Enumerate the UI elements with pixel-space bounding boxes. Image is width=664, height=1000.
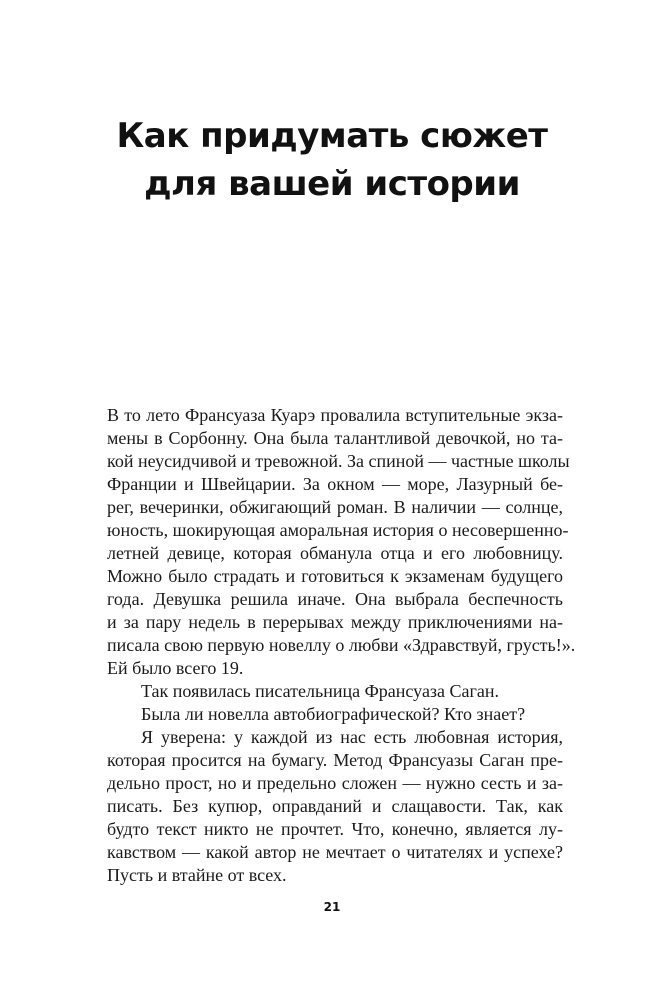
text-line: Я уверена: у каждой из нас есть любовная история,: [141, 727, 563, 747]
text-line: кавством — какой автор не мечтает о читателях и успехе?: [107, 842, 563, 862]
text-line: Пусть и втайне от всех.: [107, 865, 287, 885]
text-line: Была ли новелла автобиографической? Кто знает?: [141, 704, 526, 724]
text-line: писала свою первую новеллу о любви «Здравствуй, грусть!».: [107, 635, 576, 655]
text-line: кой неусидчивой и тревожной. За спиной — частные школы: [107, 451, 570, 471]
text-line: летней девице, которая обманула отца и его любовницу.: [107, 543, 563, 563]
text-line: мены в Сорбонну. Она была талантливой девочкой, но та-: [107, 428, 563, 448]
body-text: [107, 404, 576, 887]
text-line: Франции и Швейцарии. За окном — море, Лазурный бе-: [107, 474, 563, 494]
text-line: писать. Без купюр, оправданий и слащавости. Так, как: [107, 796, 563, 816]
text-line: будто текст никто не прочтет. Что, конечно, является лу-: [107, 819, 563, 839]
text-line: года. Девушка решила иначе. Она выбрала беспечность: [107, 589, 563, 609]
text-line: Ей было всего 19.: [107, 658, 244, 678]
chapter-title-line-1: Как придумать сюжет: [116, 116, 548, 156]
text-line: Можно было страдать и готовиться к экзаменам будущего: [107, 566, 563, 586]
text-line: и за пару недель в перерывах между приключениями на-: [107, 612, 563, 632]
text-line: которая просится на бумагу. Метод Франсуазы Саган пре-: [107, 750, 563, 770]
text-line: юность, шокирующая аморальная история о несовершенно-: [107, 520, 569, 540]
text-line: рег, вечеринки, обжигающий роман. В наличии — солнце,: [107, 497, 563, 517]
text-line: В то лето Франсуаза Куарэ провалила вступительные экза-: [107, 405, 563, 425]
chapter-title: [0, 112, 664, 208]
page-number: 21: [323, 900, 341, 914]
chapter-title-line-2: для вашей истории: [144, 164, 520, 204]
text-line: Так появилась писательница Франсуаза Саган.: [141, 681, 500, 701]
text-line: дельно прост, но и предельно сложен — нужно сесть и за-: [107, 773, 563, 793]
